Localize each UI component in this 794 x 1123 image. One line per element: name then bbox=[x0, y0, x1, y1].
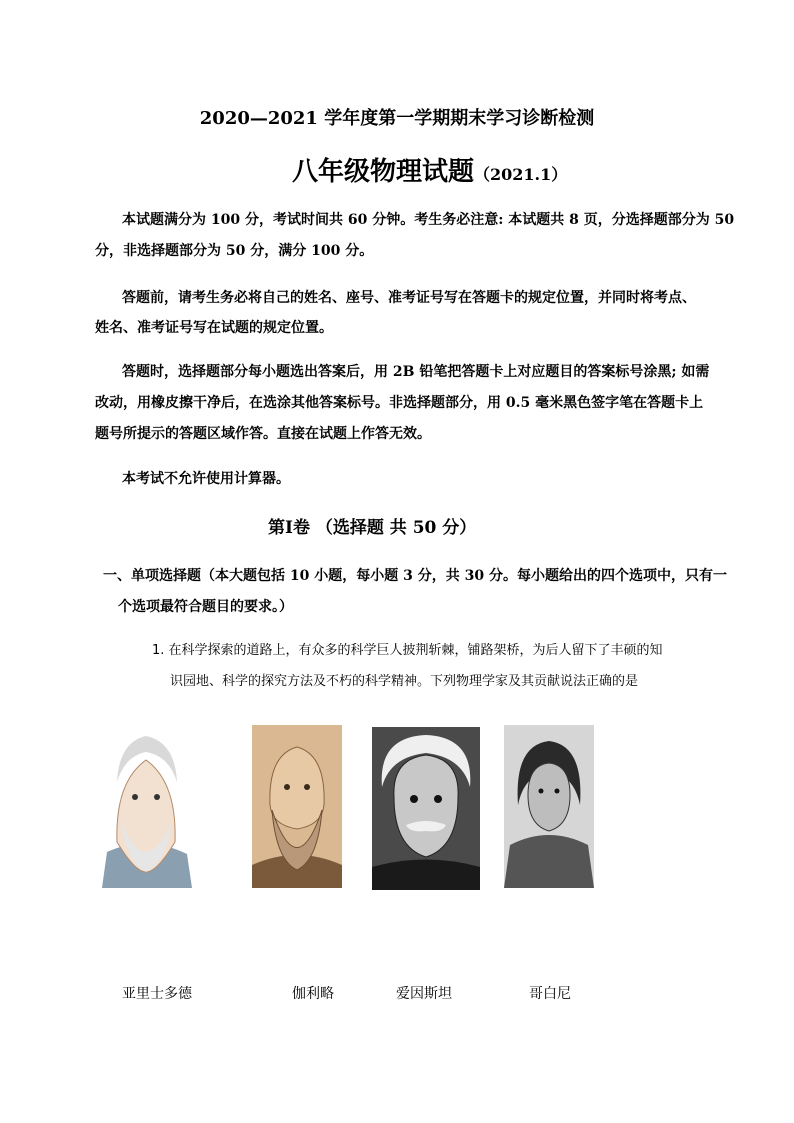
instruction-1-line-1: 本试题满分为 100 分，考试时间共 60 分钟。考生务必注意: 本试题共 8 页，分选择题部分为 50 bbox=[122, 212, 735, 228]
instruction-4: 本考试不允许使用计算器。 bbox=[122, 471, 290, 487]
copernicus-portrait bbox=[504, 725, 594, 888]
caption-copernicus: 哥白尼 bbox=[529, 986, 571, 1002]
caption-aristotle: 亚里士多德 bbox=[122, 986, 192, 1002]
exam-subtitle bbox=[292, 151, 567, 188]
galileo-portrait bbox=[252, 725, 342, 888]
exam-title: 2020—2021 学年度第一学期期末学习诊断检测 bbox=[199, 108, 595, 129]
part1-instruction-line-1: 一、单项选择题（本大题包括 10 小题，每小题 3 分，共 30 分。每小题给出的四个选项中，只有一 bbox=[103, 568, 727, 584]
instruction-3-line-3: 题号所提示的答题区域作答。直接在试题上作答无效。 bbox=[95, 426, 431, 442]
question-1-line-1: 1. 在科学探索的道路上，有众多的科学巨人披荆斩棘，铺路架桥，为后人留下了丰硕的知 bbox=[152, 643, 663, 658]
einstein-portrait bbox=[372, 727, 480, 890]
caption-galileo: 伽利略 bbox=[292, 986, 334, 1002]
instruction-2-line-1: 答题前，请考生务必将自己的姓名、座号、准考证号写在答题卡的规定位置，并同时将考点、 bbox=[122, 290, 696, 306]
instruction-3-line-1: 答题时，选择题部分每小题选出答案后，用 2B 铅笔把答题卡上对应题目的答案标号涂黑; 如需 bbox=[122, 364, 710, 380]
aristotle-portrait bbox=[97, 722, 195, 888]
subtitle-main: 八年级物理试题 bbox=[292, 157, 475, 187]
instruction-2-line-2: 姓名、准考证号写在试题的规定位置。 bbox=[95, 320, 333, 336]
part1-instruction-line-2: 个选项最符合题目的要求。） bbox=[118, 599, 293, 615]
instruction-1-line-2: 分，非选择题部分为 50 分，满分 100 分。 bbox=[95, 243, 374, 259]
subtitle-date: （2021.1） bbox=[474, 165, 568, 184]
caption-einstein: 爱因斯坦 bbox=[396, 986, 452, 1002]
question-1-line-2: 识园地、科学的探究方法及不朽的科学精神。下列物理学家及其贡献说法正确的是 bbox=[170, 674, 639, 689]
section-heading: 第Ⅰ卷 （选择题 共 50 分） bbox=[268, 518, 477, 538]
instruction-3-line-2: 改动，用橡皮擦干净后，在选涂其他答案标号。非选择题部分，用 0.5 毫米黑色签字笔在答题卡上 bbox=[95, 395, 704, 411]
